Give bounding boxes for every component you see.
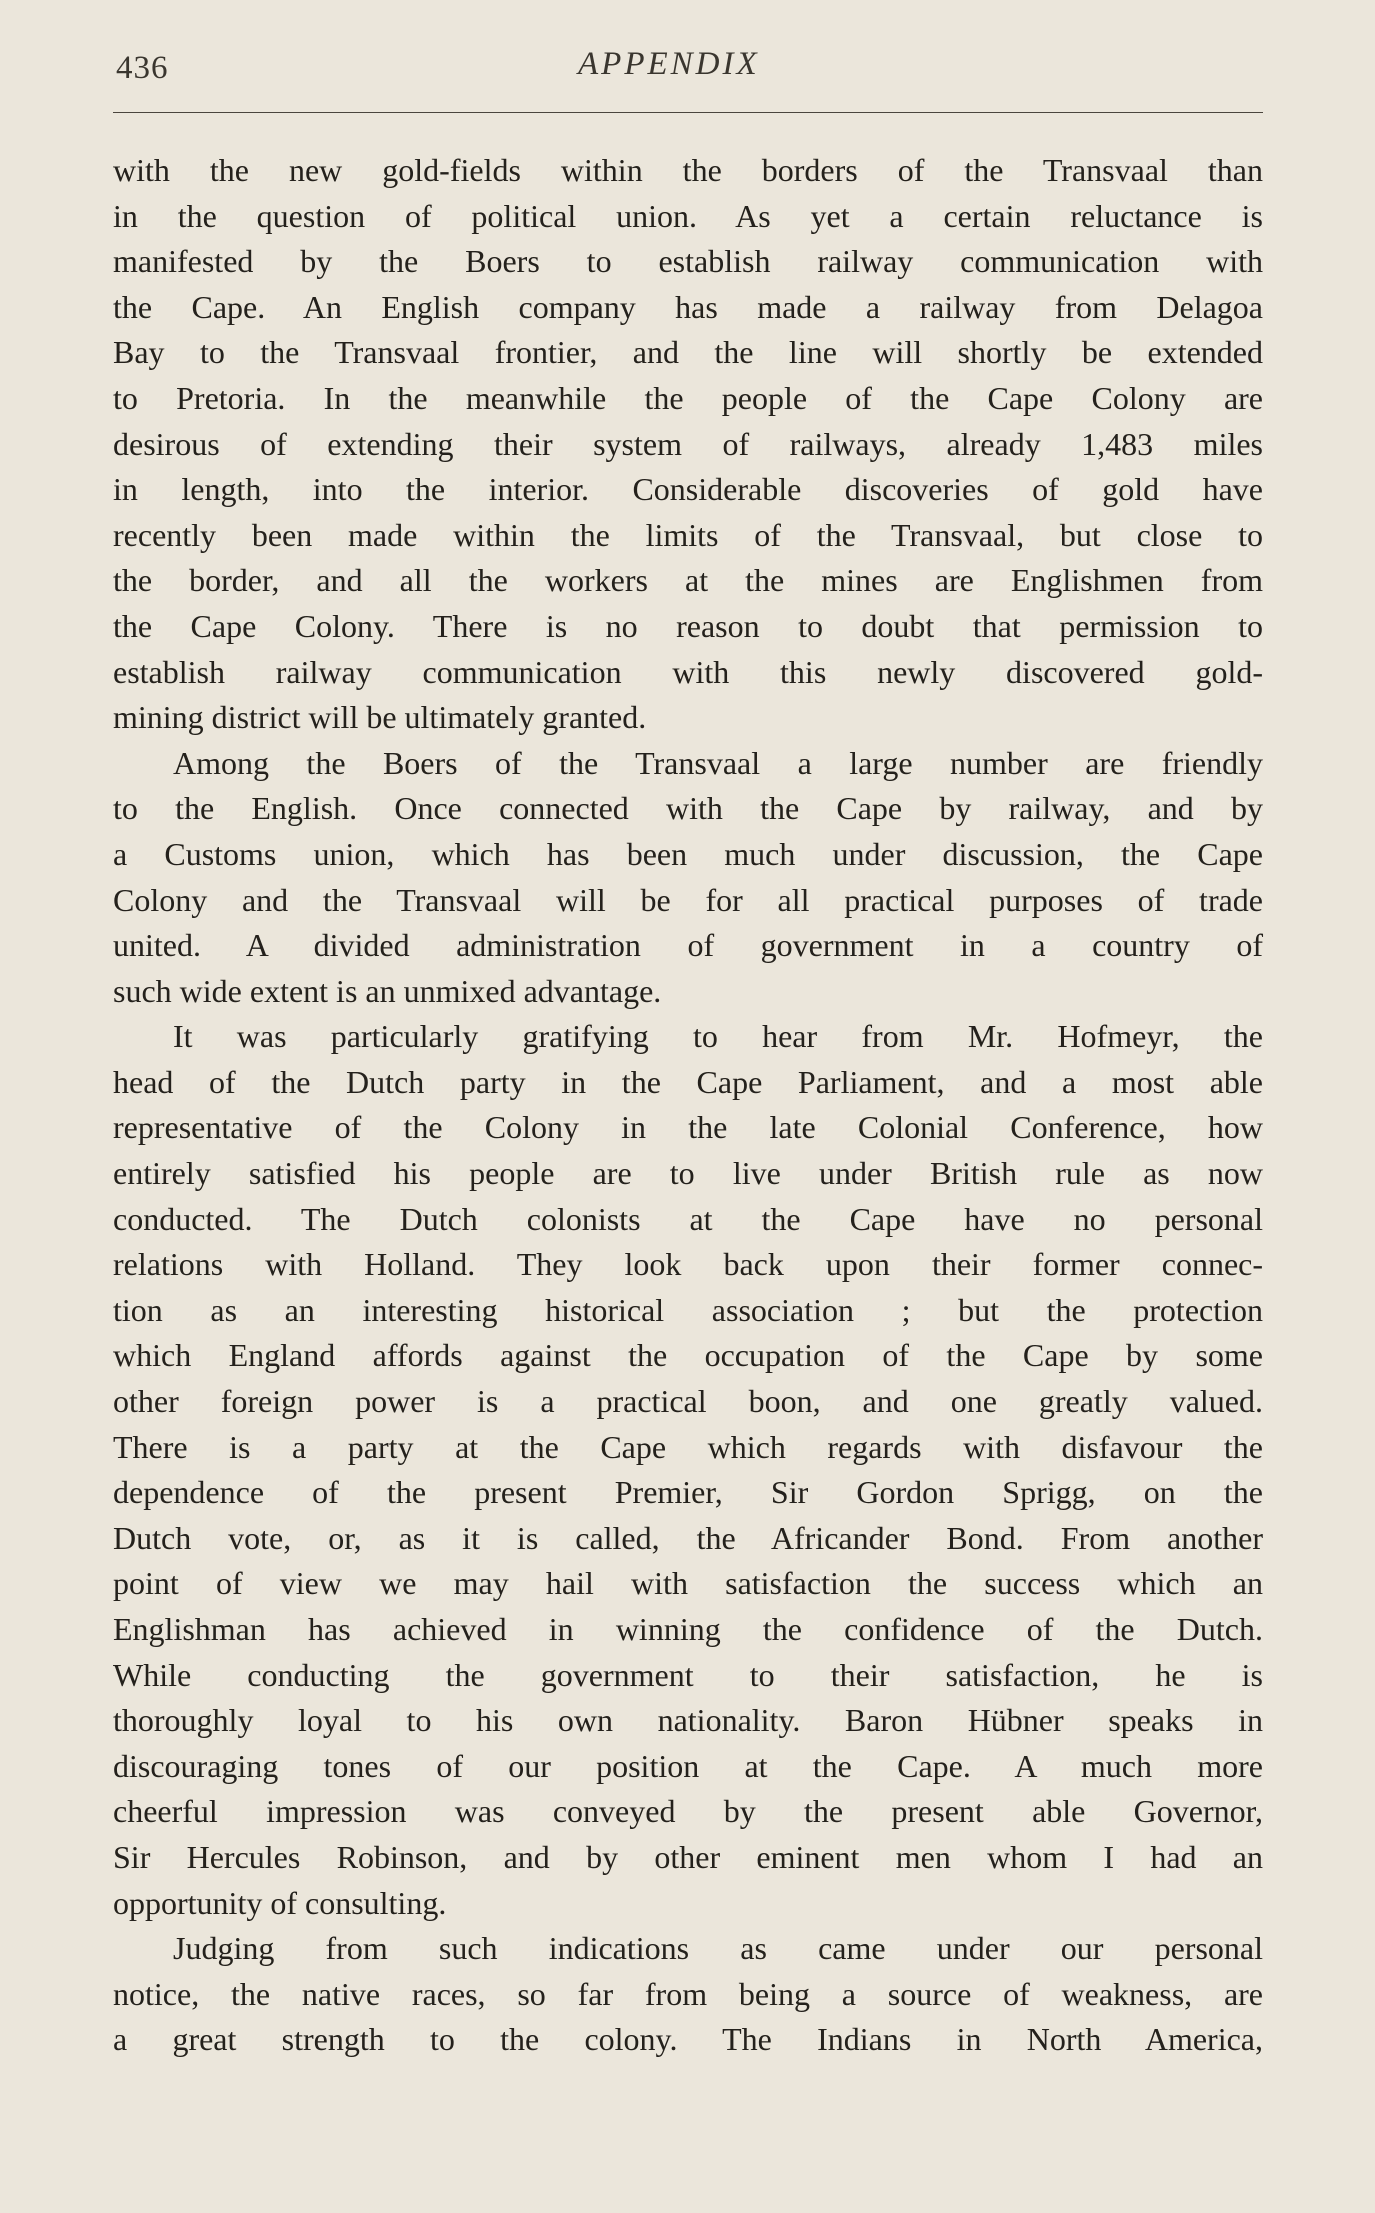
- text-line: It was particularly gratifying to hear from Mr. Hofmeyr, the: [173, 1018, 1263, 1055]
- text-line: Judging from such indications as came under our personal: [173, 1930, 1263, 1967]
- text-line: head of the Dutch party in the Cape Parliament, and a most able: [113, 1063, 1263, 1100]
- text-line: manifested by the Boers to establish railway communication with: [113, 243, 1263, 280]
- paragraph: [113, 741, 1263, 1015]
- text-line: in length, into the interior. Considerable discoveries of gold have: [113, 471, 1263, 508]
- text-line: recently been made within the limits of the Transvaal, but close to: [113, 516, 1263, 553]
- text-line: conducted. The Dutch colonists at the Cape have no personal: [113, 1200, 1263, 1237]
- text-line: desirous of extending their system of railways, already 1,483 miles: [113, 425, 1263, 462]
- text-line: a great strength to the colony. The Indians in North America,: [113, 2021, 1263, 2058]
- text-line: such wide extent is an unmixed advantage.: [113, 972, 662, 1009]
- paragraph: [113, 148, 1263, 741]
- text-line: which England affords against the occupation of the Cape by some: [113, 1337, 1263, 1374]
- text-line: the border, and all the workers at the mines are Englishmen from: [113, 562, 1263, 599]
- text-line: While conducting the government to their satisfaction, he is: [113, 1656, 1263, 1693]
- text-line: the Cape. An English company has made a railway from Delagoa: [113, 288, 1263, 325]
- paragraph: [113, 1014, 1263, 1926]
- text-line: opportunity of consulting.: [113, 1884, 447, 1921]
- text-line: to Pretoria. In the meanwhile the people of the Cape Colony are: [113, 379, 1263, 416]
- text-line: Bay to the Transvaal frontier, and the line will shortly be extended: [113, 334, 1263, 371]
- paragraph: [113, 1926, 1263, 2063]
- page-number: 436: [116, 50, 169, 86]
- text-line: notice, the native races, so far from being a source of weakness, are: [113, 1975, 1263, 2012]
- text-line: cheerful impression was conveyed by the present able Governor,: [113, 1793, 1263, 1830]
- text-line: entirely satisfied his people are to live under British rule as now: [113, 1155, 1263, 1192]
- text-line: a Customs union, which has been much under discussion, the Cape: [113, 835, 1263, 872]
- text-line: relations with Holland. They look back upon their former connec-: [113, 1246, 1263, 1283]
- text-line: Sir Hercules Robinson, and by other eminent men whom I had an: [113, 1838, 1263, 1875]
- text-line: Dutch vote, or, as it is called, the Africander Bond. From another: [113, 1519, 1263, 1556]
- text-line: with the new gold-fields within the borders of the Transvaal than: [113, 152, 1263, 188]
- text-line: to the English. Once connected with the Cape by railway, and by: [113, 790, 1263, 827]
- text-line: in the question of political union. As yet a certain reluctance is: [113, 197, 1263, 234]
- text-line: discouraging tones of our position at the Cape. A much more: [113, 1747, 1263, 1784]
- text-line: Colony and the Transvaal will be for all practical purposes of trade: [113, 881, 1263, 918]
- text-line: other foreign power is a practical boon, and one greatly valued.: [113, 1383, 1263, 1420]
- text-line: establish railway communication with this newly discovered gold-: [113, 653, 1263, 690]
- header-rule: [113, 112, 1263, 113]
- running-head: APPENDIX: [578, 46, 760, 82]
- text-line: representative of the Colony in the late Colonial Conference, how: [113, 1109, 1263, 1146]
- text-line: thoroughly loyal to his own nationality. Baron Hübner speaks in: [113, 1702, 1263, 1739]
- page-header: [113, 44, 1263, 94]
- text-line: mining district will be ultimately granted.: [113, 699, 647, 736]
- text-line: the Cape Colony. There is no reason to doubt that permission to: [113, 607, 1263, 644]
- text-line: There is a party at the Cape which regards with disfavour the: [113, 1428, 1263, 1465]
- text-line: Among the Boers of the Transvaal a large number are friendly: [173, 744, 1263, 781]
- text-line: Englishman has achieved in winning the confidence of the Dutch.: [113, 1611, 1263, 1647]
- body-text: [113, 148, 1263, 2063]
- text-line: tion as an interesting historical association ; but the protection: [113, 1291, 1263, 1328]
- text-line: point of view we may hail with satisfaction the success which an: [113, 1565, 1263, 1602]
- text-line: dependence of the present Premier, Sir Gordon Sprigg, on the: [113, 1474, 1263, 1511]
- text-line: united. A divided administration of government in a country of: [113, 927, 1263, 964]
